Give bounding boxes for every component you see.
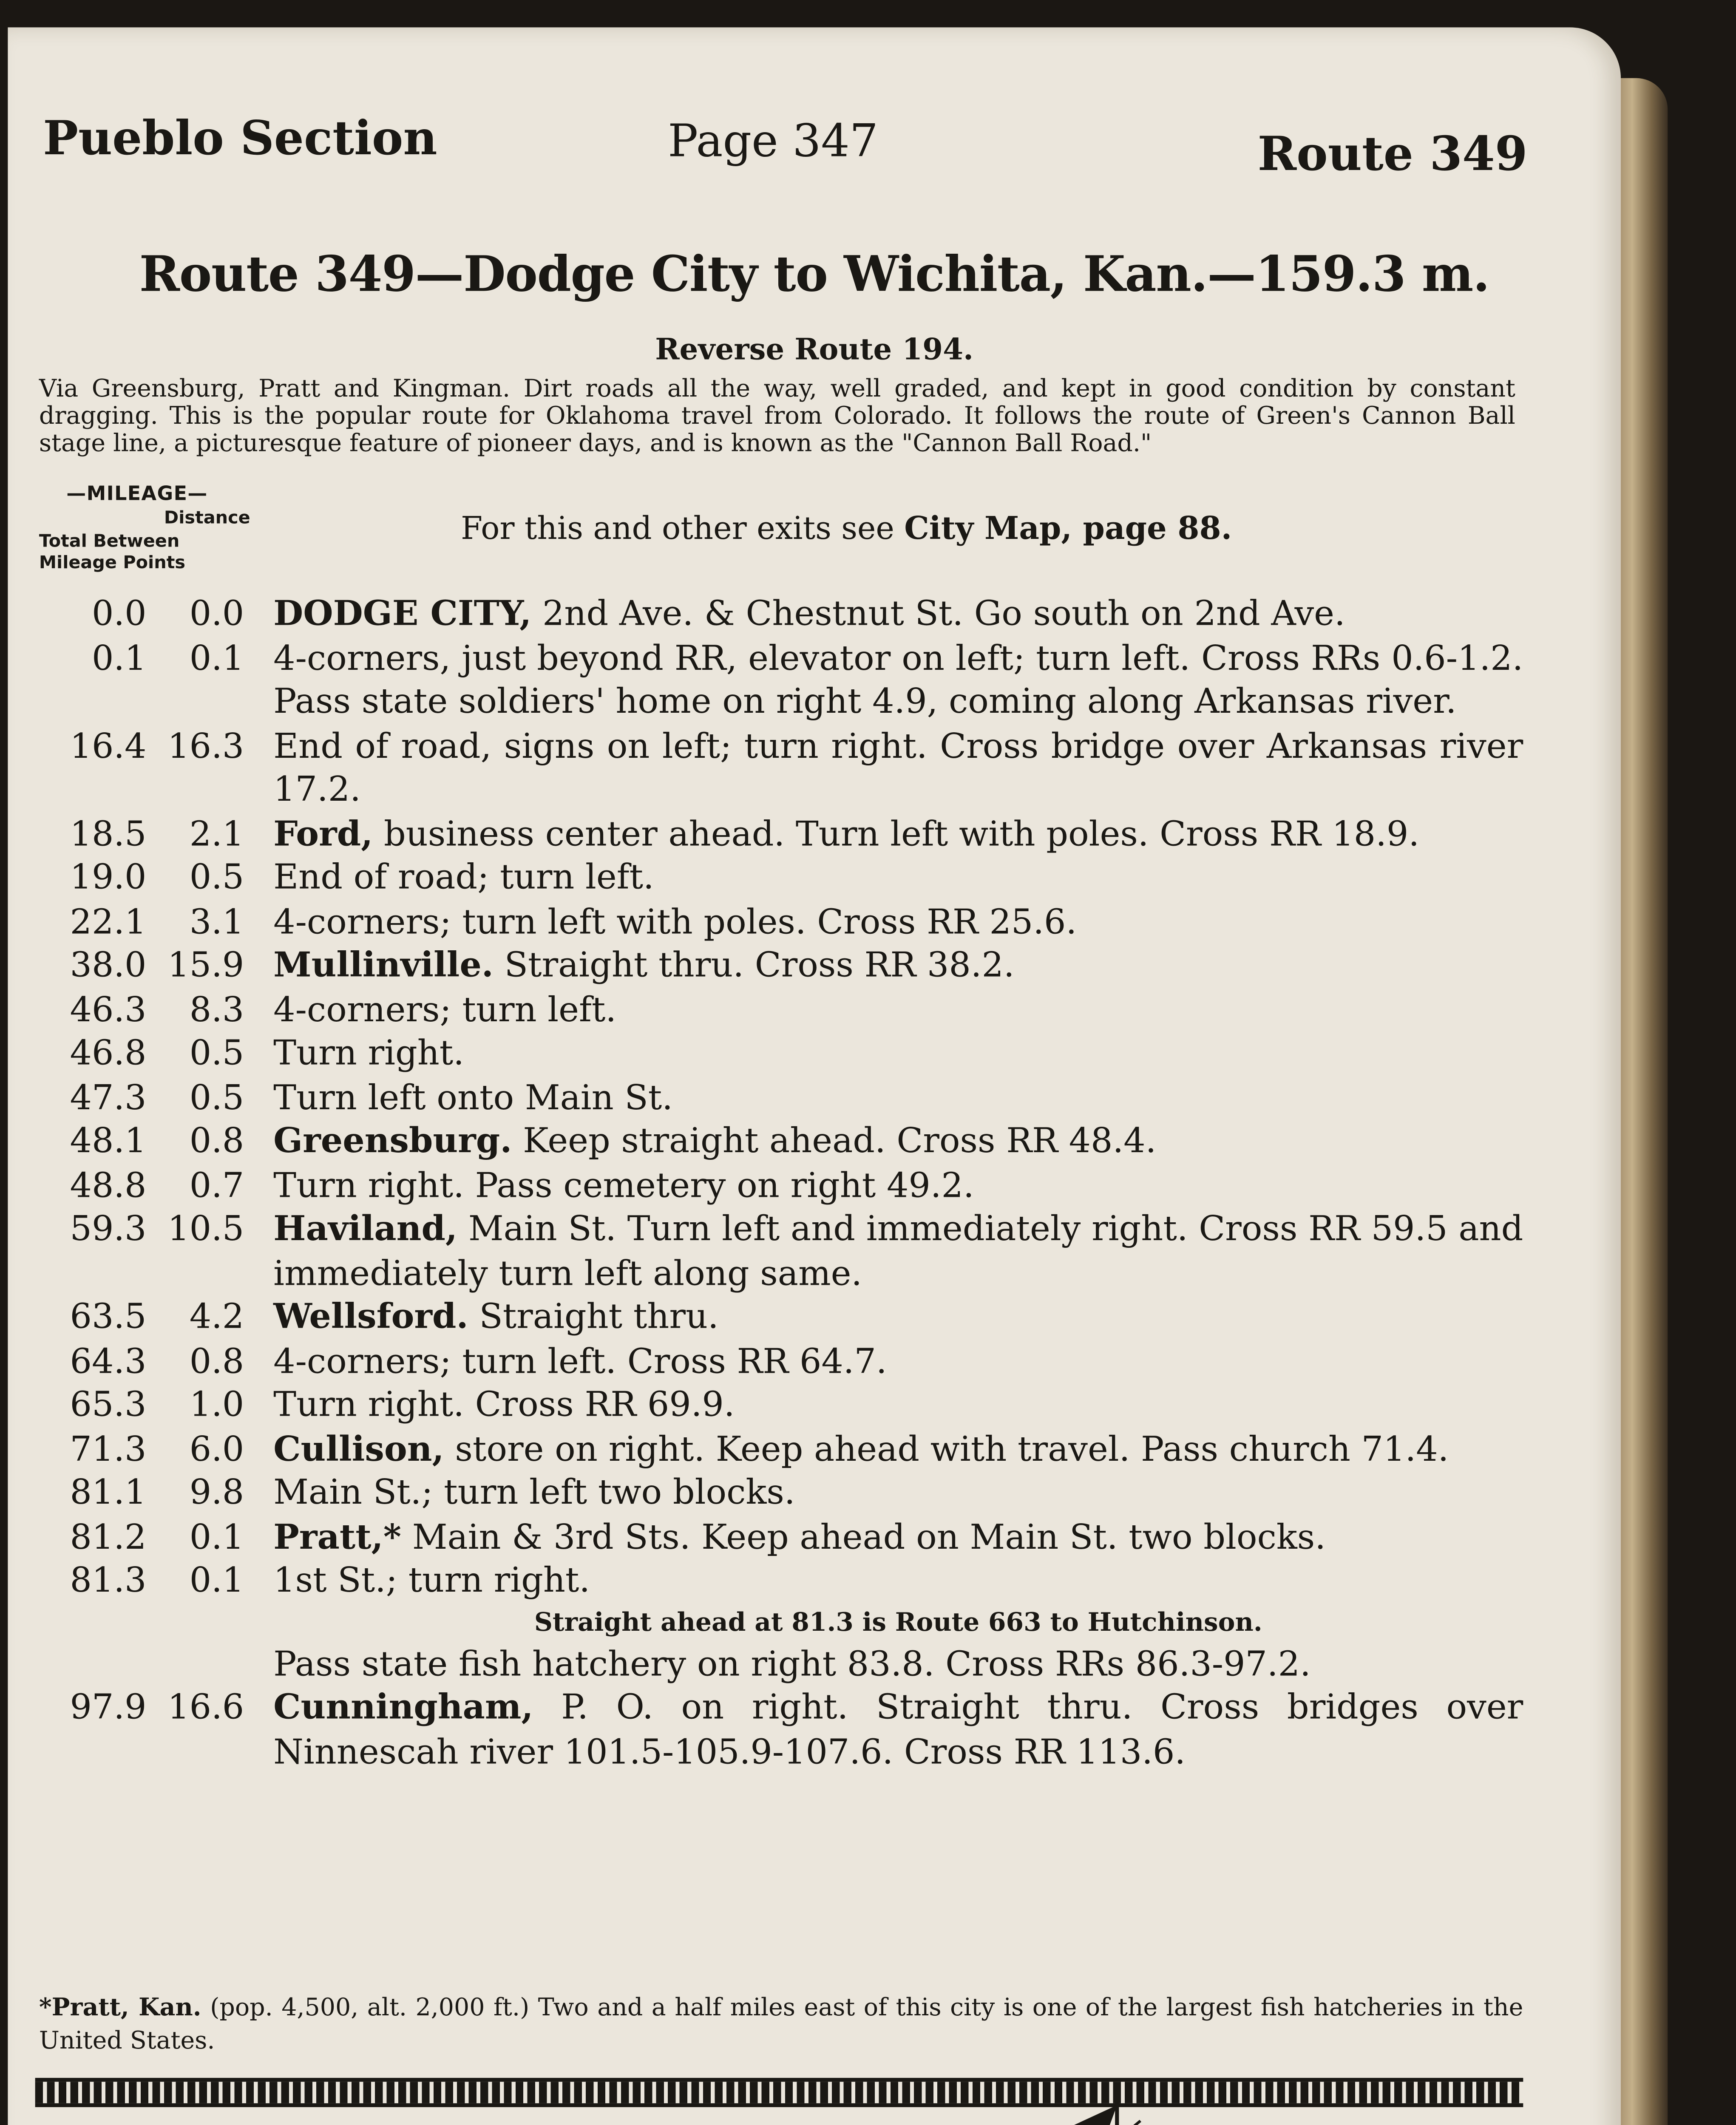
direction-text [273, 1428, 1523, 1472]
route-header: Route 349 [1257, 125, 1528, 182]
total-mileage: 19.0 [70, 859, 147, 898]
distance-between: 16.6 [167, 1689, 244, 1728]
direction-instruction: Main St.; turn left two blocks. [273, 1474, 795, 1514]
direction-row [39, 989, 1523, 1033]
total-mileage: 81.3 [70, 1562, 147, 1601]
direction-row [39, 594, 1523, 638]
page-edge [1613, 78, 1668, 2125]
direction-text [273, 945, 1523, 989]
total-mileage: 81.1 [70, 1474, 147, 1514]
direction-text [273, 901, 1523, 945]
direction-row [39, 1121, 1523, 1165]
direction-row [39, 1033, 1523, 1077]
direction-text [273, 1687, 1523, 1775]
total-mileage: 47.3 [70, 1079, 147, 1118]
direction-row [39, 1560, 1523, 1604]
direction-text [273, 1121, 1523, 1165]
direction-rows-after [39, 1687, 1523, 1775]
direction-text [273, 1340, 1523, 1384]
direction-instruction: End of road; turn left. [273, 859, 654, 898]
distance-between: 0.5 [189, 1079, 244, 1118]
direction-row [39, 1165, 1523, 1209]
direction-text [273, 813, 1523, 857]
total-mileage: 63.5 [70, 1298, 147, 1338]
distance-between: 0.0 [189, 595, 244, 635]
total-mileage: 38.0 [70, 947, 147, 986]
place-name: Cullison, [273, 1428, 444, 1470]
route-intro: Via Greensburg, Pratt and Kingman. Dirt roads all the way, well graded, and kept in good condition by constant dragging. This is the popular route for Oklahoma travel from Colorado. It follows the route of Green's Cannon Ball stage line, a picturesque feature of pioneer days, and is known as the "Cannon Ball Road." [39, 373, 1515, 457]
direction-instruction: Turn left onto Main St. [273, 1079, 673, 1118]
direction-instruction: Straight thru. [479, 1298, 719, 1338]
direction-text [273, 1385, 1523, 1428]
total-mileage: 65.3 [70, 1386, 147, 1426]
distance-between: 1.0 [189, 1386, 244, 1426]
total-mileage: 0.0 [91, 595, 147, 635]
total-mileage: 81.2 [70, 1518, 147, 1558]
page-number: Page 347 [668, 117, 878, 168]
total-mileage: 46.8 [70, 1035, 147, 1074]
direction-text [273, 594, 1523, 638]
distance-between: 9.8 [189, 1474, 244, 1514]
total-mileage: 22.1 [70, 903, 147, 943]
footnote-label: *Pratt, Kan. [39, 1992, 201, 2021]
direction-row [39, 1297, 1523, 1340]
place-name: Greensburg. [273, 1121, 512, 1162]
route-title: Route 349—Dodge City to Wichita, Kan.—159.3 m. [139, 246, 1489, 303]
total-mileage: 48.1 [70, 1123, 147, 1162]
total-mileage: 64.3 [70, 1343, 147, 1382]
reverse-route: Reverse Route 194. [655, 332, 974, 367]
direction-instruction: business center ahead. Turn left with poles. Cross RR 18.9. [384, 815, 1420, 855]
direction-row [39, 857, 1523, 901]
city-map-prefix: For this and other exits see [461, 510, 894, 547]
direction-text [273, 1033, 1523, 1077]
straight-ahead-note: Straight ahead at 81.3 is Route 663 to Hutchinson. [534, 1608, 1262, 1638]
direction-text [273, 1209, 1523, 1297]
distance-between: 16.3 [167, 727, 244, 767]
direction-instruction: Turn right. Cross RR 69.9. [273, 1386, 735, 1426]
direction-row [39, 1385, 1523, 1428]
city-map-link: City Map, page 88. [904, 510, 1232, 547]
direction-row [39, 1516, 1523, 1560]
direction-instruction: 4-corners; turn left with poles. Cross RR 25.6. [273, 903, 1077, 943]
mileage-title: —MILEAGE— [66, 484, 208, 506]
direction-instruction: P. O. on right. Straight thru. Cross bridges over Ninnescah river 101.5-105.9-107.6. Cross RR 113.6. [273, 1689, 1523, 1772]
footnote [39, 1990, 1523, 2056]
distance-between: 0.8 [189, 1123, 244, 1162]
hotel-building-illustration [808, 2094, 1551, 2125]
direction-instruction: Turn right. [273, 1035, 465, 1074]
total-mileage: 16.4 [70, 727, 147, 767]
footnote-text: (pop. 4,500, alt. 2,000 ft.) Two and a half miles east of this city is one of the largest fish hatcheries in the United States. [39, 1992, 1523, 2054]
distance-between: 6.0 [189, 1430, 244, 1470]
direction-text [273, 638, 1523, 725]
distance-between: 0.5 [189, 859, 244, 898]
direction-instruction: Straight thru. Cross RR 38.2. [504, 947, 1015, 986]
place-name: Pratt,* [273, 1516, 401, 1558]
direction-row [39, 945, 1523, 989]
distance-between: 3.1 [189, 903, 244, 943]
place-name: Wellsford. [273, 1297, 468, 1338]
total-mileage: 97.9 [70, 1689, 147, 1728]
distance-between: 0.1 [189, 1562, 244, 1601]
distance-between: 8.3 [189, 991, 244, 1030]
total-mileage: 71.3 [70, 1430, 147, 1470]
direction-row [39, 1473, 1523, 1516]
distance-between: 10.5 [167, 1210, 244, 1250]
total-mileage: 46.3 [70, 991, 147, 1030]
section-header: Pueblo Section [43, 109, 437, 166]
distance-between: 0.1 [189, 1518, 244, 1558]
direction-instruction: Main St. Turn left and immediately right. Cross RR 59.5 and immediately turn left along same. [273, 1210, 1523, 1294]
direction-text [273, 1297, 1523, 1340]
direction-instruction: Keep straight ahead. Cross RR 48.4. [523, 1123, 1157, 1162]
direction-instruction: 4-corners, just beyond RR, elevator on left; turn left. Cross RRs 0.6-1.2. Pass state soldiers' home on right 4.9, coming along Arkansas river. [273, 639, 1523, 723]
direction-row [39, 1687, 1523, 1775]
directions-list [39, 594, 1523, 1775]
distance-between: 0.5 [189, 1035, 244, 1074]
direction-instruction: 4-corners; turn left. [273, 991, 617, 1030]
mileage-distance: Distance [164, 510, 250, 530]
total-mileage: 0.1 [91, 639, 147, 679]
place-name: Ford, [273, 813, 373, 855]
total-mileage: 59.3 [70, 1210, 147, 1250]
direction-instruction: store on right. Keep ahead with travel. Pass church 71.4. [455, 1430, 1449, 1470]
direction-text [273, 1560, 1523, 1604]
continuation-text: Pass state fish hatchery on right 83.8. Cross RRs 86.3-97.2. [273, 1645, 1311, 1685]
distance-between: 0.7 [189, 1167, 244, 1206]
direction-text [273, 857, 1523, 901]
direction-instruction: 4-corners; turn left. Cross RR 64.7. [273, 1343, 887, 1382]
direction-instruction: 2nd Ave. & Chestnut St. Go south on 2nd Ave. [542, 595, 1345, 635]
direction-text [273, 725, 1523, 813]
direction-row [39, 1077, 1523, 1121]
total-mileage: 18.5 [70, 815, 147, 855]
distance-between: 0.8 [189, 1343, 244, 1382]
direction-instruction: Main & 3rd Sts. Keep ahead on Main St. two blocks. [412, 1518, 1326, 1558]
direction-row [39, 638, 1523, 725]
direction-instruction: End of road, signs on left; turn right. Cross bridge over Arkansas river 17.2. [273, 727, 1523, 810]
direction-text [273, 1077, 1523, 1121]
mileage-points: Mileage Points [39, 554, 186, 574]
direction-row [39, 1428, 1523, 1472]
distance-between: 2.1 [189, 815, 244, 855]
direction-continuation [39, 1643, 1523, 1687]
direction-row [39, 901, 1523, 945]
distance-between: 4.2 [189, 1298, 244, 1338]
direction-row [39, 1209, 1523, 1297]
place-name: DODGE CITY, [273, 593, 532, 635]
distance-between: 15.9 [167, 947, 244, 986]
city-map-note [461, 510, 1232, 547]
direction-text [273, 1473, 1523, 1516]
direction-rows [39, 594, 1523, 1604]
direction-text [273, 989, 1523, 1033]
direction-instruction: 1st St.; turn right. [273, 1562, 590, 1601]
total-mileage: 48.8 [70, 1167, 147, 1206]
direction-text [273, 1165, 1523, 1209]
direction-text [273, 1516, 1523, 1560]
place-name: Mullinville. [273, 945, 494, 986]
distance-between: 0.1 [189, 639, 244, 679]
direction-row [39, 1340, 1523, 1384]
place-name: Haviland, [273, 1209, 458, 1250]
direction-row [39, 813, 1523, 857]
place-name: Cunningham, [273, 1687, 533, 1728]
mileage-total-between: Total Between [39, 533, 180, 553]
book-page [8, 27, 1621, 2125]
direction-instruction: Turn right. Pass cemetery on right 49.2. [273, 1167, 974, 1206]
direction-row [39, 725, 1523, 813]
